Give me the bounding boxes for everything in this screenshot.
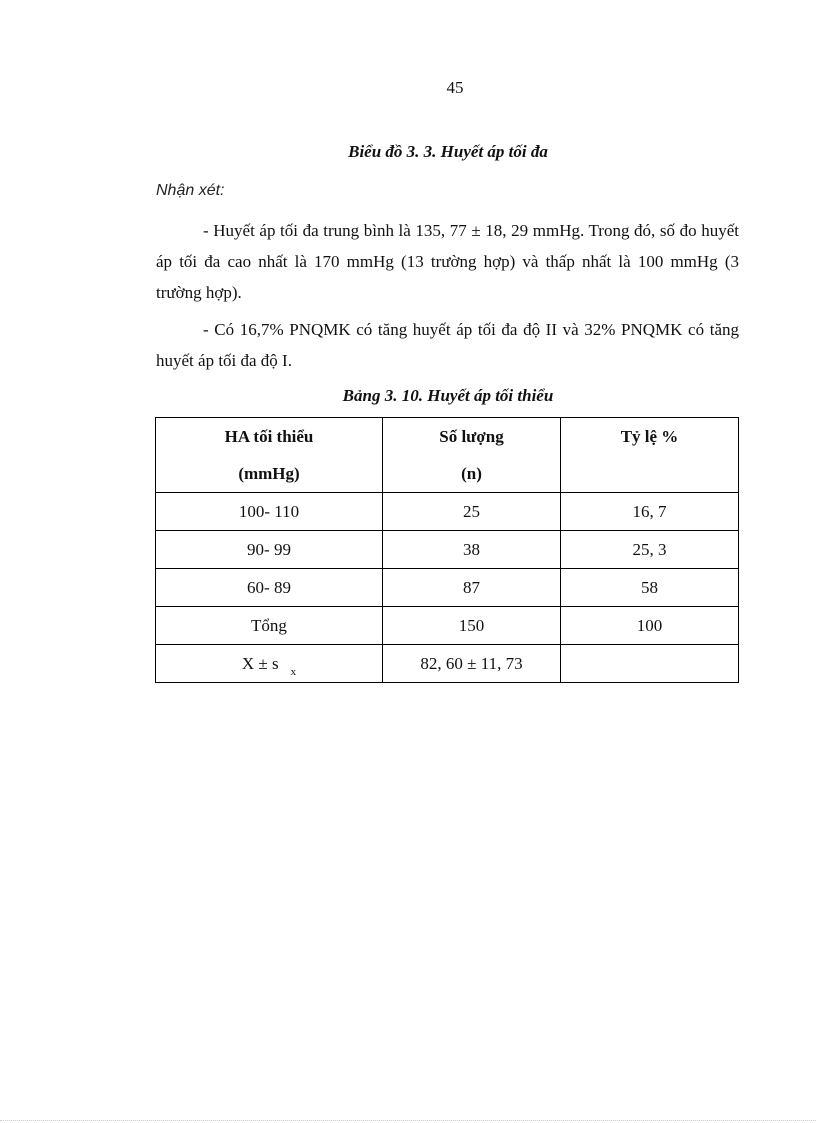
header-count-line2: (n) xyxy=(461,464,482,483)
chart-caption: Biểu đồ 3. 3. Huyết áp tối đa xyxy=(348,142,548,161)
table-row-total xyxy=(156,607,739,645)
table-caption: Bảng 3. 10. Huyết áp tối thiểu xyxy=(342,386,554,405)
cell-stats-percent xyxy=(561,645,739,683)
cell-total-count: 150 xyxy=(383,607,561,645)
cell-total-label: Tổng xyxy=(156,607,383,645)
table-row xyxy=(156,531,739,569)
cell-count: 38 xyxy=(383,531,561,569)
diastolic-pressure-table xyxy=(155,417,739,683)
cell-stats-label xyxy=(156,645,383,683)
cell-count: 87 xyxy=(383,569,561,607)
cell-range: 60- 89 xyxy=(156,569,383,607)
header-ha-min-line1: HA tối thiểu xyxy=(224,427,314,446)
cell-range: 90- 99 xyxy=(156,531,383,569)
stats-label-subscript: x xyxy=(290,665,297,678)
page-bottom-border xyxy=(0,1120,816,1121)
table-header-row xyxy=(156,418,739,493)
paragraph-hypertension-rates: - Có 16,7% PNQMK có tăng huyết áp tối đa độ II và 32% PNQMK có tăng huyết áp tối đa độ I. xyxy=(156,320,739,370)
table-row xyxy=(156,569,739,607)
page-number: 45 xyxy=(446,78,464,97)
paragraph-systolic-summary: - Huyết áp tối đa trung bình là 135, 77 ± 18, 29 mmHg. Trong đó, số đo huyết áp tối đa cao nhất là 170 mmHg (13 trường hợp) và thấp nhất là 100 mmHg (3 trường hợp). xyxy=(156,221,739,302)
header-percent xyxy=(561,418,739,493)
cell-count: 25 xyxy=(383,493,561,531)
remark-label: Nhận xét: xyxy=(156,182,225,199)
cell-percent: 58 xyxy=(561,569,739,607)
header-count xyxy=(383,418,561,493)
header-percent-line1: Tỷ lệ % xyxy=(620,427,679,446)
cell-stats-value: 82, 60 ± 11, 73 xyxy=(383,645,561,683)
cell-range: 100- 110 xyxy=(156,493,383,531)
table-row-stats xyxy=(156,645,739,683)
cell-total-percent: 100 xyxy=(561,607,739,645)
header-ha-min-line2: (mmHg) xyxy=(238,464,300,483)
cell-percent: 16, 7 xyxy=(561,493,739,531)
header-ha-min xyxy=(156,418,383,493)
stats-label-text: X ± s xyxy=(241,653,279,673)
table-row xyxy=(156,493,739,531)
cell-percent: 25, 3 xyxy=(561,531,739,569)
header-count-line1: Số lượng xyxy=(439,427,504,446)
